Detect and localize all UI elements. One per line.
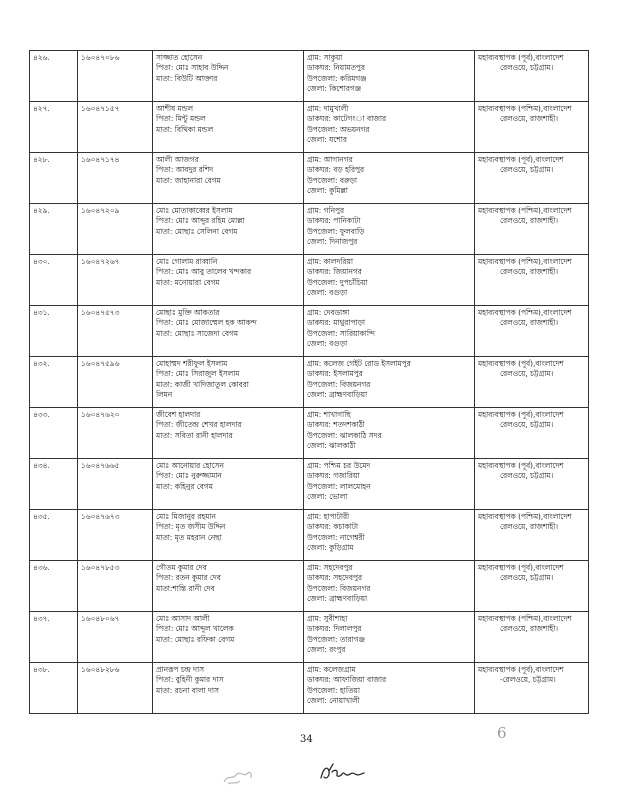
table-row: [30, 102, 589, 153]
roll-number: ১৬০৪৮০৬৭: [81, 614, 120, 623]
candidate-name: মোঃ গোলাম রাব্বানি: [156, 257, 218, 266]
address-post-office: ডাকঘর: নিয়ামতপুর: [307, 63, 365, 73]
posting-cell: [475, 357, 589, 408]
posting-cell: [475, 561, 589, 612]
name-cell: [153, 459, 304, 510]
address-village: গ্রাম: হাপাটারী: [307, 512, 350, 521]
serial-cell: [30, 357, 78, 408]
mother-name: মাতা: মোছাঃ সাজেদা বেগম: [156, 328, 238, 338]
roll-number: ১৬০৪৭১৭৪: [81, 155, 120, 164]
posting-office: মহাব্যবস্থাপক (পূর্ব),বাংলাদেশ: [478, 410, 564, 419]
serial-number: ৪২৯.: [33, 206, 50, 215]
candidate-name: প্রানরূপ চন্দ্র দাস: [156, 665, 205, 674]
serial-cell: [30, 204, 78, 255]
candidate-name: আলী আজগর: [156, 155, 199, 164]
father-name: পিতা: বুহিনী কুমার দাস: [156, 675, 224, 685]
posting-location: রেলওয়ে, রাজশাহী।: [500, 624, 559, 634]
table-row: [30, 510, 589, 561]
father-name: পিতা: মৃত জসীম উদ্দিন: [156, 522, 226, 532]
table-row: [30, 612, 589, 663]
father-name: পিতা: মোঃ আব্দুল খালেক: [156, 624, 234, 634]
father-name: পিতা: আবদুর রশিদ: [156, 165, 214, 175]
address-district: জেলা: ব্রাহ্মণবাড়িয়া: [307, 594, 368, 604]
posting-location: রেলওয়ে, চট্টগ্রাম।: [500, 63, 554, 73]
stamp-smudge-icon: [222, 766, 254, 788]
address-post-office: ডাকঘর: ইসলামপুর: [307, 369, 363, 379]
table-row: [30, 357, 589, 408]
serial-number: ৪৩৬.: [33, 563, 50, 572]
address-upazila: উপজেলা: বিজয়নগর: [307, 583, 371, 593]
address-district: জেলা: বগুড়া: [307, 288, 348, 298]
name-cell: [153, 153, 304, 204]
candidate-name: মোছাঃ মুক্তি আকতার: [156, 308, 220, 317]
posting-cell: [475, 459, 589, 510]
address-post-office: ডাকঘর: দিলালপুর: [307, 624, 362, 634]
mother-name: মাতা: মনোয়ারা বেগম: [156, 277, 220, 287]
address-upazila: উপজেলা: হাতিয়া: [307, 685, 361, 695]
address-village: গ্রাম: কলেজ গেইট রোড ইসলামপুর: [307, 359, 411, 368]
roll-number: ১৬০৪৭০৮৬: [81, 53, 120, 62]
table-row: [30, 663, 589, 714]
address-post-office: ডাকঘর: কচাকাটা: [307, 522, 359, 532]
father-name: পিতা: মোঃ আবু তালেব খন্দকার: [156, 267, 252, 277]
roll-number: ১৬০৪৭৮৫৩: [81, 563, 120, 572]
address-post-office: ডাকঘর: আফাজিয়া বাজার: [307, 675, 387, 685]
serial-cell: [30, 561, 78, 612]
serial-cell: [30, 51, 78, 102]
posting-office: মহাব্যবস্থাপক (পশ্চিম),বাংলাদেশ: [478, 104, 572, 113]
candidate-name: মোঃ মোতাকাব্বের ইসলাম: [156, 206, 233, 215]
address-upazila: উপজেলা: ফুলবাড়ি: [307, 226, 365, 236]
address-upazila: উপজেলা: নাগেশ্বরী: [307, 532, 365, 542]
address-post-office: ডাকঘর: শতদশকাঠী: [307, 420, 365, 430]
address-post-office: ডাকঘর: জিয়ানগর: [307, 267, 362, 277]
address-post-office: ডাকঘর: পানিকাটা: [307, 216, 361, 226]
serial-cell: [30, 408, 78, 459]
father-name: পিতা: মোঃ সাহাব উদ্দিন: [156, 63, 229, 73]
name-cell: [153, 255, 304, 306]
candidate-name: মোঃ মিজানুর রহমান: [156, 512, 216, 521]
table-row: [30, 306, 589, 357]
margin-mark: 6: [497, 724, 507, 742]
posting-office: মহাব্যবস্থাপক (পশ্চিম),বাংলাদেশ: [478, 206, 572, 215]
address-village: গ্রাম: কালদরিয়া: [307, 257, 354, 266]
posting-cell: [475, 612, 589, 663]
posting-location: রেলওয়ে, রাজশাহী।: [500, 267, 559, 277]
posting-office: মহাব্যবস্থাপক (পশ্চিম),বাংলাদেশ: [478, 257, 572, 266]
table-row: [30, 204, 589, 255]
roll-number: ১৬০৪৭৫৯৬: [81, 359, 120, 368]
posting-location: রেলওয়ে, চট্টগ্রাম।: [500, 471, 554, 481]
posting-cell: [475, 510, 589, 561]
father-name: পিতা: মোঃ আব্দুর রহিম মোল্লা: [156, 216, 245, 226]
name-cell: [153, 357, 304, 408]
posting-location: রেলওয়ে, রাজশাহী।: [500, 216, 559, 226]
mother-name: মাতা: বিউটি আক্তার: [156, 73, 218, 83]
serial-number: ৪৩৭.: [33, 614, 50, 623]
roll-cell: [78, 612, 153, 663]
name-cell: [153, 510, 304, 561]
posting-cell: [475, 408, 589, 459]
name-continuation: লিমন: [156, 390, 173, 400]
address-district: জেলা: ঝালকাঠী: [307, 441, 356, 451]
mother-name: মাতা: কাজী খাদিজাতুল কোবরা: [156, 379, 249, 389]
serial-cell: [30, 306, 78, 357]
address-district: জেলা: কুমিল্লা: [307, 186, 348, 196]
address-post-office: ডাকঘর: কাটেগংা বাজার: [307, 114, 387, 124]
serial-number: ৪২৮.: [33, 155, 50, 164]
address-cell: [304, 357, 475, 408]
address-district: জেলা: কিশোরগঞ্জ: [307, 84, 362, 94]
posting-office: মহাব্যবস্থাপক (পশ্চিম),বাংলাদেশ: [478, 512, 572, 521]
address-post-office: ডাকঘর: গজারিয়া: [307, 471, 360, 481]
page-number: 34: [300, 734, 313, 745]
address-village: গ্রাম: সুবীশাহা: [307, 614, 348, 623]
posting-location: রেলওয়ে, চট্টগ্রাম।: [500, 420, 554, 430]
candidate-name: গৌতম কুমার দেব: [156, 563, 207, 572]
address-upazila: উপজেলা: ঝালকাঠি সদর: [307, 430, 382, 440]
father-name: পিতা: রতন কুমার দেব: [156, 573, 221, 583]
roll-cell: [78, 663, 153, 714]
table-row: [30, 459, 589, 510]
address-village: গ্রাম: দামুখালী: [307, 104, 349, 113]
roll-number: ১৬০৪৭৫৭৩: [81, 308, 120, 317]
candidate-name: মোঃ আসাদ আলী: [156, 614, 210, 623]
roll-cell: [78, 204, 153, 255]
posting-cell: [475, 204, 589, 255]
results-table-body: [30, 51, 589, 714]
candidate-name: সাজ্জাত হোসেন: [156, 53, 203, 62]
serial-cell: [30, 510, 78, 561]
roll-cell: [78, 459, 153, 510]
address-district: জেলা: কুড়িগ্রাম: [307, 543, 354, 553]
mother-name: মাতা: কহিনুর বেগম: [156, 481, 213, 491]
roll-cell: [78, 357, 153, 408]
serial-number: ৪৩১.: [33, 308, 50, 317]
posting-office: মহাব্যবস্থাপক (পূর্ব),বাংলাদেশ: [478, 665, 564, 674]
table-row: [30, 153, 589, 204]
address-upazila: উপজেলা: বরুড়া: [307, 175, 358, 185]
address-upazila: উপজেলা: সারিয়াকান্দি: [307, 328, 375, 338]
father-name: পিতা: জীতেন্দ্র শেখর হালদার: [156, 420, 242, 430]
serial-cell: [30, 102, 78, 153]
address-upazila: উপজেলা: অভয়নগর: [307, 124, 370, 134]
mother-name: মাতা: সবিতা রানী হালদার: [156, 430, 233, 440]
roll-cell: [78, 408, 153, 459]
address-upazila: উপজেলা: তারাগঞ্জ: [307, 634, 365, 644]
address-village: গ্রাম: সহদেবপুর: [307, 563, 353, 572]
candidate-name: মোঃ আনোয়ার হোসেন: [156, 461, 224, 470]
posting-cell: [475, 102, 589, 153]
roll-cell: [78, 510, 153, 561]
address-district: জেলা: ব্রাহ্মণবাড়িয়া: [307, 390, 368, 400]
address-cell: [304, 510, 475, 561]
address-village: গ্রাম: আগানগর: [307, 155, 353, 164]
father-name: পিতা: মোঃ মোজাম্মেল হক আকন্দ: [156, 318, 257, 328]
name-cell: [153, 102, 304, 153]
table-row: [30, 255, 589, 306]
posting-cell: [475, 663, 589, 714]
candidate-name: মোহাম্মদ শরীফুল ইসলাম: [156, 359, 228, 368]
address-cell: [304, 102, 475, 153]
address-cell: [304, 612, 475, 663]
father-name: পিতা: মোঃ সিরাজুল ইসলাম: [156, 369, 240, 379]
serial-number: ৪৩২.: [33, 359, 50, 368]
name-cell: [153, 408, 304, 459]
address-village: গ্রাম: কলেজগ্রাম: [307, 665, 356, 674]
address-village: গ্রাম: পশ্চিম চর উমেদ: [307, 461, 371, 470]
roll-number: ১৬০৪৭২০৯: [81, 206, 120, 215]
posting-office: মহাব্যবস্থাপক (পূর্ব),বাংলাদেশ: [478, 155, 564, 164]
address-cell: [304, 408, 475, 459]
address-district: জেলা: রংপুর: [307, 645, 346, 655]
posting-cell: [475, 306, 589, 357]
posting-location: রেলওয়ে, রাজশাহী।: [500, 114, 559, 124]
serial-number: ৪৩৩.: [33, 410, 50, 419]
name-cell: [153, 306, 304, 357]
name-cell: [153, 561, 304, 612]
posting-location: রেলওয়ে, চট্টগ্রাম।: [500, 573, 554, 583]
address-district: জেলা: বগুড়া: [307, 339, 348, 349]
candidate-name: আশীষ মন্ডল: [156, 104, 194, 113]
serial-cell: [30, 153, 78, 204]
mother-name: মাতা: রচনা বালা দাস: [156, 685, 219, 695]
posting-location: -রেলওয়ে, চট্টগ্রাম।: [500, 675, 556, 685]
posting-office: মহাব্যবস্থাপক (পূর্ব),বাংলাদেশ: [478, 359, 564, 368]
serial-number: ৪২৭.: [33, 104, 50, 113]
posting-office: মহাব্যবস্থাপক (পূর্ব),বাংলাদেশ: [478, 563, 564, 572]
address-cell: [304, 306, 475, 357]
address-upazila: উপজেলা: দুপচাঁচিয়া: [307, 277, 368, 287]
posting-cell: [475, 153, 589, 204]
serial-cell: [30, 612, 78, 663]
address-village: গ্রাম: শাখাগাছি: [307, 410, 351, 419]
serial-number: ৪৩৫.: [33, 512, 50, 521]
roll-cell: [78, 255, 153, 306]
candidate-name: জীবেশ হালদার: [156, 410, 201, 419]
roll-number: ১৬০৪৭৬৭৩: [81, 512, 120, 521]
father-name: পিতা: মিন্টু মন্ডল: [156, 114, 206, 124]
address-upazila: উপজেলা: করিমগঞ্জ: [307, 73, 367, 83]
posting-location: রেলওয়ে, রাজশাহী।: [500, 522, 559, 532]
roll-cell: [78, 102, 153, 153]
serial-number: ৪৩০.: [33, 257, 50, 266]
serial-number: ৪৩৮.: [33, 665, 50, 674]
address-cell: [304, 204, 475, 255]
roll-number: ১৬০৪৭১৫৭: [81, 104, 120, 113]
address-cell: [304, 459, 475, 510]
address-cell: [304, 663, 475, 714]
name-cell: [153, 204, 304, 255]
address-district: জেলা: দিনাজপুর: [307, 237, 358, 247]
roll-number: ১৬০৪৭৬২০: [81, 410, 120, 419]
posting-cell: [475, 255, 589, 306]
serial-number: ৪২৬.: [33, 53, 50, 62]
posting-location: রেলওয়ে, চট্টগ্রাম।: [500, 369, 554, 379]
mother-name: মাতা: মৃত মহরান নেছা: [156, 532, 222, 542]
father-name: পিতা: মোঃ নুরুজ্জামান: [156, 471, 222, 481]
posting-office: মহাব্যবস্থাপক (পূর্ব),বাংলাদেশ: [478, 461, 564, 470]
roll-cell: [78, 306, 153, 357]
address-cell: [304, 153, 475, 204]
mother-name: মাতা: বিথিকা মন্ডল: [156, 124, 214, 134]
serial-cell: [30, 255, 78, 306]
serial-cell: [30, 663, 78, 714]
address-cell: [304, 51, 475, 102]
roll-cell: [78, 561, 153, 612]
address-village: গ্রাম: দেবডাঙ্গা: [307, 308, 350, 317]
roll-number: ১৬০৪৭২৬৭: [81, 257, 120, 266]
address-post-office: ডাকঘর: সহদেবপুর: [307, 573, 363, 583]
roll-cell: [78, 51, 153, 102]
mother-name: মাতা: মোছাঃ সেলিনা বেগম: [156, 226, 238, 236]
serial-number: ৪৩৪.: [33, 461, 50, 470]
address-district: জেলা: ভোলা: [307, 492, 348, 502]
address-post-office: ডাকঘর: মাথুরাপাড়া: [307, 318, 366, 328]
posting-office: মহাব্যবস্থাপক (পশ্চিম),বাংলাদেশ: [478, 308, 572, 317]
address-district: জেলা: নোয়াখালী: [307, 696, 360, 706]
mother-name: মাতা: মোছাঃ রফিকা বেগম: [156, 634, 235, 644]
address-upazila: উপজেলা: লালমোহন: [307, 481, 371, 491]
address-village: গ্রাম: গনিপুর: [307, 206, 345, 215]
name-cell: [153, 612, 304, 663]
address-district: জেলা: যশোর: [307, 135, 347, 145]
roll-cell: [78, 153, 153, 204]
posting-office: মহাব্যবস্থাপক (পূর্ব),বাংলাদেশ: [478, 53, 564, 62]
posting-office: মহাব্যবস্থাপক (পশ্চিম),বাংলাদেশ: [478, 614, 572, 623]
table-row: [30, 51, 589, 102]
mother-name: মাতা: জাহানারা বেগম: [156, 175, 221, 185]
roll-number: ১৬০৪৮২৮৬: [81, 665, 120, 674]
signature-icon: [318, 760, 366, 786]
address-upazila: উপজেলা: বিজয়নগর: [307, 379, 371, 389]
posting-cell: [475, 51, 589, 102]
serial-cell: [30, 459, 78, 510]
address-cell: [304, 255, 475, 306]
posting-location: রেলওয়ে, রাজশাহী।: [500, 318, 559, 328]
results-table: [29, 50, 589, 714]
name-cell: [153, 663, 304, 714]
name-cell: [153, 51, 304, 102]
table-row: [30, 408, 589, 459]
posting-location: রেলওয়ে, চট্টগ্রাম।: [500, 165, 554, 175]
table-row: [30, 561, 589, 612]
address-cell: [304, 561, 475, 612]
address-village: গ্রাম: সাকুয়া: [307, 53, 343, 62]
address-post-office: ডাকঘর: বড় হরিপুর: [307, 165, 365, 175]
roll-number: ১৬০৪৭৬৬৫: [81, 461, 120, 470]
mother-name: মাতা:শান্তি রানী দেব: [156, 583, 215, 593]
